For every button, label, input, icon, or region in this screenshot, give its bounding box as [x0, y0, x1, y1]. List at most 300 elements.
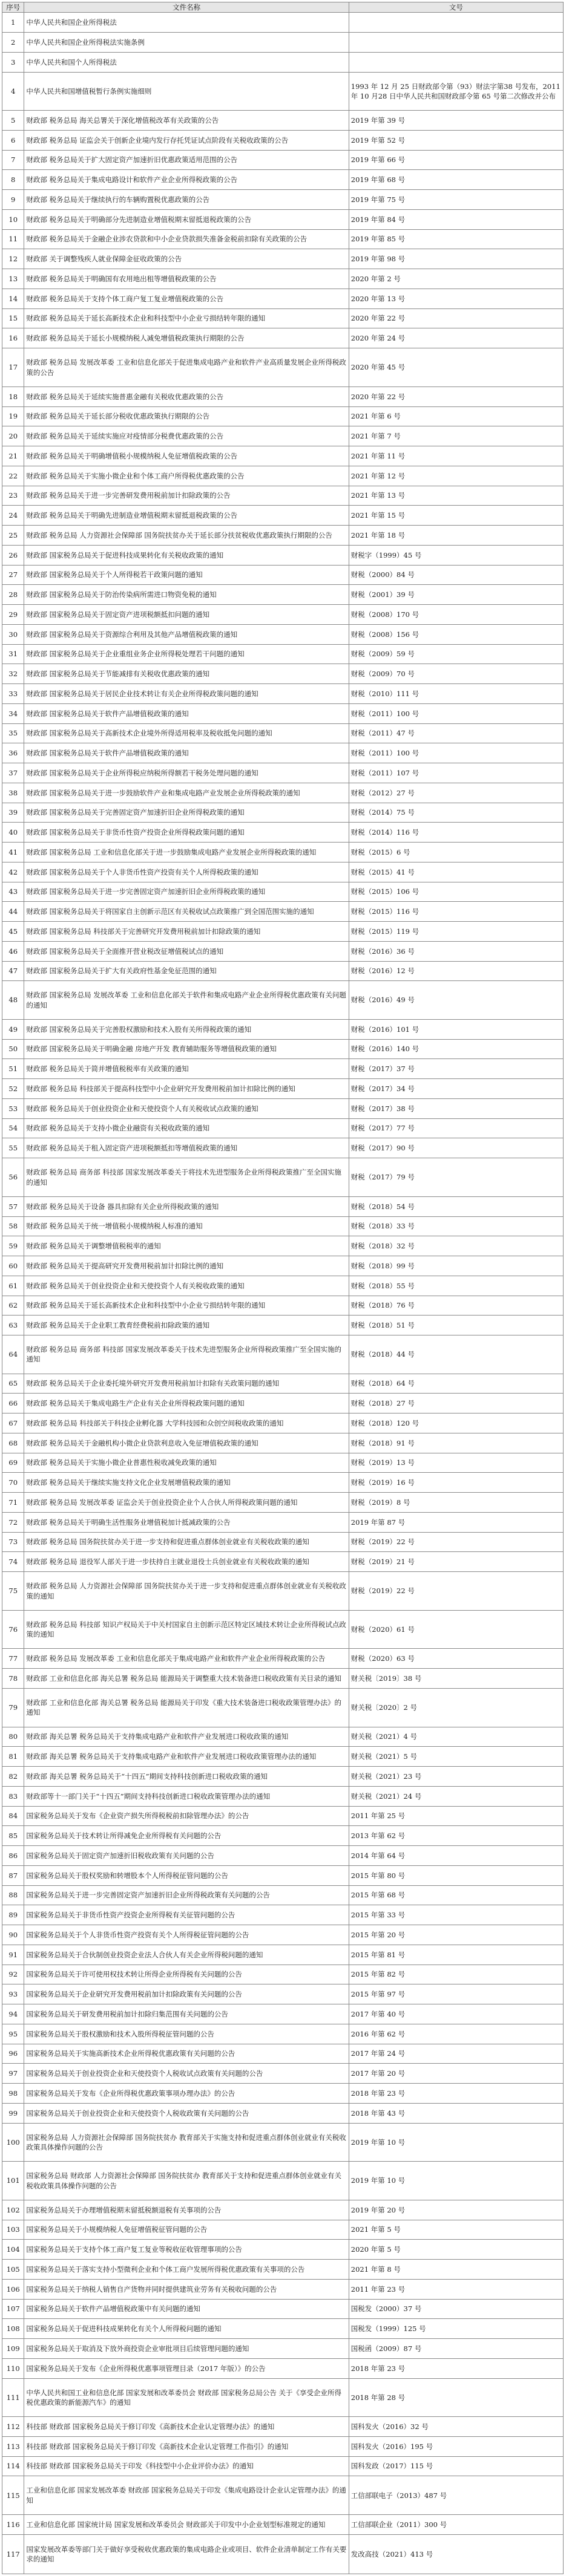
row-number: 57: [2, 1196, 24, 1216]
row-number: 45: [2, 922, 24, 942]
row-number: 97: [2, 2064, 24, 2084]
document-name: 中华人民共和国工业和信息化部 国家发展和改革委员会 财政部 国家税务总局公告 关于《享受企业所得税优惠政策的新能源汽车》的通知: [24, 2378, 349, 2417]
document-name: 财政部 税务总局 证监会关于创新企业境内发行存托凭证试点阶段有关税收政策的公告: [24, 130, 349, 150]
table-row: [2, 1414, 564, 1433]
row-number: 38: [2, 783, 24, 803]
row-number: 37: [2, 763, 24, 783]
row-number: 87: [2, 1865, 24, 1885]
document-number: 发改高技（2021）413 号: [349, 2534, 563, 2574]
document-number: 2017 年第 20 号: [349, 2064, 563, 2084]
table-body: [2, 13, 564, 2574]
table-row: [2, 902, 564, 922]
document-name: 财政部 税务总局关于延长高新技术企业和科技型中小企业亏损结转年限的通知: [24, 1296, 349, 1316]
document-number: 2018 年第 23 号: [349, 2358, 563, 2378]
document-number: 2015 年第 68 号: [349, 1885, 563, 1905]
row-number: 41: [2, 843, 24, 862]
row-number: 55: [2, 1138, 24, 1158]
document-name: 财政部 税务总局 科技部关于提高科技型中小企业研究开发费用税前加计扣除比例的通知: [24, 1079, 349, 1099]
table-row: [2, 289, 564, 308]
table-row: [2, 1335, 564, 1374]
document-number: 财税（2017）77 号: [349, 1118, 563, 1138]
document-number: 财税（2020）61 号: [349, 1610, 563, 1649]
table-row: [2, 2279, 564, 2299]
row-number: 68: [2, 1433, 24, 1453]
document-number: 财税（2018）32 号: [349, 1236, 563, 1256]
document-number: 2018 年第 43 号: [349, 2103, 563, 2123]
table-row: [2, 1649, 564, 1669]
document-number: 2020 年第 13 号: [349, 289, 563, 308]
row-number: 8: [2, 170, 24, 190]
document-number: 财税（2014）116 号: [349, 823, 563, 843]
table-row: [2, 2064, 564, 2084]
table-row: [2, 526, 564, 546]
row-number: 71: [2, 1493, 24, 1513]
document-number: 2019 年第 84 号: [349, 209, 563, 229]
table-row: [2, 2319, 564, 2339]
document-name: 国家税务总局关于许可使用权技术转让所得企业所得税有关问题的公告: [24, 1965, 349, 1984]
document-number: 财税（2010）111 号: [349, 684, 563, 704]
row-number: 2: [2, 33, 24, 53]
table-row: [2, 1786, 564, 1806]
document-number: 2019 年第 10 号: [349, 2162, 563, 2200]
document-name: 财政部 税务总局关于延续实施应对疫情部分税费优惠政策的公告: [24, 426, 349, 446]
document-number: 财税（2016）49 号: [349, 981, 563, 1020]
document-name: 财政部 税务总局关于明确部分先进制造业增值税期末留抵退税政策的公告: [24, 209, 349, 229]
document-name: 财政部 税务总局 发展改革委 工业和信息化部关于集成电路产业和软件产业企业所得税政策的公告: [24, 1649, 349, 1669]
row-number: 63: [2, 1316, 24, 1335]
table-row: [2, 506, 564, 526]
document-number: 财税（2018）54 号: [349, 1196, 563, 1216]
row-number: 67: [2, 1414, 24, 1433]
table-row: [2, 1316, 564, 1335]
table-row: [2, 486, 564, 506]
document-number: 财税（2008）156 号: [349, 624, 563, 644]
document-name: 国家税务总局关于企业研究开发费用税前加计扣除政策有关问题的公告: [24, 1984, 349, 2004]
document-name: 国家税务总局关于固定资产加速折旧税收政策有关问题的公告: [24, 1846, 349, 1866]
document-number: 2019 年第 20 号: [349, 2200, 563, 2220]
document-name: 财政部 国家税务总局关于促进科技成果转化有关税收政策的通知: [24, 545, 349, 565]
document-number: 财税（2014）75 号: [349, 803, 563, 823]
document-name: 国家税务总局关于小规模纳税人免征增值税征管问题的公告: [24, 2220, 349, 2240]
row-number: 4: [2, 72, 24, 111]
row-number: 62: [2, 1296, 24, 1316]
doc-number-header: 文号: [349, 2, 563, 13]
table-row: [2, 1276, 564, 1296]
document-number: 工信部联企业（2011）300 号: [349, 2515, 563, 2535]
table-row: [2, 1688, 564, 1727]
table-row: [2, 1098, 564, 1118]
table-row: [2, 1059, 564, 1079]
row-number: 44: [2, 902, 24, 922]
document-number: 国科发火（2016）32 号: [349, 2417, 563, 2437]
row-number: 69: [2, 1453, 24, 1473]
row-number: 72: [2, 1512, 24, 1532]
table-row: [2, 2534, 564, 2574]
row-number: 24: [2, 506, 24, 526]
row-number: 61: [2, 1276, 24, 1296]
document-number: 财税（2018）33 号: [349, 1216, 563, 1236]
row-number: 78: [2, 1669, 24, 1689]
document-name: 财政部 税务总局关于继续执行的车辆购置税优惠政策的公告: [24, 190, 349, 210]
document-name: 财政部 税务总局 发展改革委 证监会关于创业投资企业个人合伙人所得税政策问题的通知: [24, 1493, 349, 1513]
row-number: 104: [2, 2240, 24, 2260]
row-number: 79: [2, 1688, 24, 1727]
row-number: 16: [2, 328, 24, 348]
row-number: 115: [2, 2476, 24, 2515]
document-name: 财政部 税务总局关于企业职工教育经费税前扣除政策的通知: [24, 1316, 349, 1335]
document-number: 2019 年第 39 号: [349, 111, 563, 131]
table-row: [2, 1669, 564, 1689]
document-name: 财政部 税务总局关于明确先进制造业增值税期末留抵退税政策的公告: [24, 506, 349, 526]
table-row: [2, 1846, 564, 1866]
row-number: 11: [2, 229, 24, 249]
document-name: 财政部 国家税务总局关于将国家自主创新示范区有关税收试点政策推广到全国范围实施的通知: [24, 902, 349, 922]
seq-header: 序号: [2, 2, 24, 13]
document-name: 财政部 国家税务总局关于软件产品增值税政策的通知: [24, 703, 349, 723]
document-name: 国家税务总局关于支持个体工商户复工复业等税收征收管理事项的公告: [24, 2240, 349, 2260]
document-number: 财税（2017）90 号: [349, 1138, 563, 1158]
document-name: 财政部 关于调整残疾人就业保障金征收政策的公告: [24, 249, 349, 269]
document-number: 财税字（1999）45 号: [349, 545, 563, 565]
row-number: 114: [2, 2456, 24, 2476]
document-number: 2019 年第 10 号: [349, 2123, 563, 2162]
row-number: 85: [2, 1826, 24, 1846]
row-number: 22: [2, 466, 24, 486]
table-row: [2, 2358, 564, 2378]
document-number: 2019 年第 52 号: [349, 130, 563, 150]
document-number: 财关税（2021）5 号: [349, 1747, 563, 1767]
row-number: 26: [2, 545, 24, 565]
document-name: 财政部 国家税务总局 发展改革委 工业和信息化部关于软件和集成电路产业企业所得税优惠政策有关问题的通知: [24, 981, 349, 1020]
document-number: 财税（2019）16 号: [349, 1473, 563, 1493]
document-number: 2017 年第 24 号: [349, 2044, 563, 2064]
document-name: 财政部 税务总局关于明确国有农用地出租等增值税政策的公告: [24, 269, 349, 289]
document-name: 财政部 税务总局 商务部 科技部 国家发展改革委关于技术先进型服务企业所得税政策推广至全国实施的通知: [24, 1335, 349, 1374]
document-number: 2019 年第 66 号: [349, 150, 563, 170]
document-name: 财政部 国家税务总局关于固定资产进项税额抵扣问题的通知: [24, 605, 349, 625]
table-row: [2, 1118, 564, 1138]
document-number: 财税（2018）76 号: [349, 1296, 563, 1316]
table-row: [2, 862, 564, 882]
document-number: 2019 年第 87 号: [349, 1512, 563, 1532]
document-name: 财政部 国家税务总局关于软件产品增值税政策的通知: [24, 743, 349, 763]
table-row: [2, 1296, 564, 1316]
document-name: 财政部 国家税务总局关于完善股权激励和技术入股有关所得税政策的通知: [24, 1019, 349, 1039]
table-row: [2, 1236, 564, 1256]
table-row: [2, 1572, 564, 1611]
document-name: 财政部 税务总局关于统一增值税小规模纳税人标准的通知: [24, 1216, 349, 1236]
document-name: 国家税务总局关于落实支持小型微利企业和个体工商户发展所得税优惠政策有关事项的公告: [24, 2260, 349, 2280]
row-number: 34: [2, 703, 24, 723]
document-name: 国家税务总局 财政部 人力资源社会保障部 国务院扶贫办 教育部关于支持和促进重点群体创业就业有关税收政策具体操作问题的公告: [24, 2162, 349, 2200]
row-number: 42: [2, 862, 24, 882]
row-number: 32: [2, 664, 24, 684]
row-number: 80: [2, 1727, 24, 1747]
document-number: 2021 年第 15 号: [349, 506, 563, 526]
table-row: [2, 1256, 564, 1276]
row-number: 77: [2, 1649, 24, 1669]
table-row: [2, 269, 564, 289]
table-row: [2, 426, 564, 446]
document-name: 财政部 税务总局关于设备 器具扣除有关企业所得税政策的通知: [24, 1196, 349, 1216]
table-row: [2, 111, 564, 131]
table-row: [2, 308, 564, 328]
table-row: [2, 545, 564, 565]
document-name: 财政部 税务总局关于集成电路生产企业有关企业所得税政策问题的通知: [24, 1394, 349, 1414]
document-name: 国家税务总局关于股权奖励和转增股本个人所得税征管问题的公告: [24, 1865, 349, 1885]
table-row: [2, 2476, 564, 2515]
document-name: 财政部 国家税务总局关于企业所得税应纳税所得额若干税务处理问题的通知: [24, 763, 349, 783]
document-number: 2021 年第 11 号: [349, 446, 563, 466]
row-number: 109: [2, 2339, 24, 2359]
document-name: 财政部 国家税务总局关于进一步完善固定资产加速折旧企业所得税政策的通知: [24, 882, 349, 902]
row-number: 106: [2, 2279, 24, 2299]
document-name: 财政部 税务总局关于集成电路设计和软件产业企业所得税政策的公告: [24, 170, 349, 190]
document-name: 财政部 国家税务总局关于个人非货币性资产投资有关个人所得税政策的通知: [24, 862, 349, 882]
row-number: 116: [2, 2515, 24, 2535]
document-number: 财税（2017）37 号: [349, 1059, 563, 1079]
table-row: [2, 348, 564, 387]
document-number: 2020 年第 22 号: [349, 308, 563, 328]
table-row: [2, 1727, 564, 1747]
row-number: 58: [2, 1216, 24, 1236]
row-number: 28: [2, 585, 24, 605]
table-row: [2, 406, 564, 426]
document-name: 国家税务总局关于取消及下放外商投资企业审批项目后续管理问题的通知: [24, 2339, 349, 2359]
row-number: 39: [2, 803, 24, 823]
document-name: 国家税务总局关于软件产品增值税政策中有关问题的通知: [24, 2299, 349, 2319]
table-row: [2, 2417, 564, 2437]
document-number: 财税（2008）170 号: [349, 605, 563, 625]
document-number: 财关税（2021）23 号: [349, 1767, 563, 1787]
row-number: 7: [2, 150, 24, 170]
table-row: [2, 763, 564, 783]
row-number: 74: [2, 1552, 24, 1572]
table-row: [2, 2515, 564, 2535]
document-number: 国税发（2000）37 号: [349, 2299, 563, 2319]
row-number: 47: [2, 961, 24, 981]
document-name: 国家税务总局关于非货币性资产投资企业所得税有关征管问题的公告: [24, 1905, 349, 1925]
row-number: 35: [2, 723, 24, 743]
document-number: [349, 52, 563, 72]
document-name: 国家税务总局关于发布《企业所得税优惠事项管理目录（2017 年版）》的公告: [24, 2358, 349, 2378]
document-name: 财政部 税务总局关于扩大固定资产加速折旧优惠政策适用范围的公告: [24, 150, 349, 170]
table-row: [2, 2378, 564, 2417]
document-name: 财政部 税务总局关于明确生活性服务业增值税加计抵减政策的公告: [24, 1512, 349, 1532]
document-number: 2019 年第 68 号: [349, 170, 563, 190]
row-number: 75: [2, 1572, 24, 1611]
table-row: [2, 2339, 564, 2359]
table-row: [2, 843, 564, 862]
document-number: 2020 年第 45 号: [349, 348, 563, 387]
document-number: 财关税〔2020〕2 号: [349, 1688, 563, 1727]
document-number: 财税（2019）22 号: [349, 1532, 563, 1552]
row-number: 17: [2, 348, 24, 387]
document-number: 财税（2017）34 号: [349, 1079, 563, 1099]
document-number: [349, 33, 563, 53]
row-number: 18: [2, 386, 24, 406]
document-name: 财政部 国家税务总局关于明确金融 房地产开发 教育辅助服务等增值税政策的通知: [24, 1039, 349, 1059]
row-number: 30: [2, 624, 24, 644]
table-row: [2, 1473, 564, 1493]
document-number: 2020 年第 2 号: [349, 269, 563, 289]
table-row: [2, 2299, 564, 2319]
document-number: 2021 年第 5 号: [349, 2220, 563, 2240]
document-number: 2014 年第 64 号: [349, 1846, 563, 1866]
document-name: 财政部 税务总局关于金融机构小微企业贷款利息收入免征增值税政策的通知: [24, 1433, 349, 1453]
row-number: 111: [2, 2378, 24, 2417]
row-number: 15: [2, 308, 24, 328]
row-number: 12: [2, 249, 24, 269]
document-name: 国家税务总局关于实施高新技术企业所得税优惠政策有关问题的公告: [24, 2044, 349, 2064]
table-row: [2, 1865, 564, 1885]
document-number: 1993 年 12 月 25 日财政部令第（93）财法字第38 号发布，2011 年 10 月28 日中华人民共和国财政部令第 65 号第二次修改并公布: [349, 72, 563, 111]
row-number: 73: [2, 1532, 24, 1552]
document-name: 财政部 国家税务总局关于资源综合利用及其他产品增值税政策的通知: [24, 624, 349, 644]
row-number: 20: [2, 426, 24, 446]
document-number: 财税（2018）55 号: [349, 1276, 563, 1296]
document-name: 财政部 工业和信息化部 海关总署 税务总局 能源局关于印发《重大技术装备进口税收政策管理办法》的通知: [24, 1688, 349, 1727]
document-number: 财税（2000）84 号: [349, 565, 563, 585]
document-name: 财政部 国家税务总局关于个人所得税若干政策问题的通知: [24, 565, 349, 585]
table-row: [2, 565, 564, 585]
table-row: [2, 1747, 564, 1767]
document-name: 财政部 税务总局关于创业投资企业和天使投资个人有关税收试点政策的通知: [24, 1098, 349, 1118]
table-row: [2, 981, 564, 1020]
table-row: [2, 72, 564, 111]
document-number: 工信部联电子（2013）487 号: [349, 2476, 563, 2515]
table-row: [2, 1138, 564, 1158]
row-number: 105: [2, 2260, 24, 2280]
document-number: 财税（2011）100 号: [349, 703, 563, 723]
document-name: 财政部 海关总署 税务总局关于“十四五”期间支持科技创新进口税收政策的通知: [24, 1767, 349, 1787]
table-row: [2, 249, 564, 269]
table-row: [2, 922, 564, 942]
table-row: [2, 2456, 564, 2476]
row-number: 40: [2, 823, 24, 843]
document-name: 财政部 国家税务总局关于扩大有关政府性基金免征范围的通知: [24, 961, 349, 981]
row-number: 5: [2, 111, 24, 131]
row-number: 9: [2, 190, 24, 210]
row-number: 31: [2, 644, 24, 664]
document-number: 财关税（2021）4 号: [349, 1727, 563, 1747]
document-number: 2015 年第 33 号: [349, 1905, 563, 1925]
row-number: 36: [2, 743, 24, 763]
row-number: 59: [2, 1236, 24, 1256]
table-row: [2, 1453, 564, 1473]
document-name: 工业和信息化部 国家统计局 国家发展和改革委员会 财政部关于印发中小企业划型标准规定的通知: [24, 2515, 349, 2535]
document-name: 财政部 国家税务总局关于进一步鼓励软件产业和集成电路产业发展企业所得税政策的通知: [24, 783, 349, 803]
document-number: 财关税（2021）24 号: [349, 1786, 563, 1806]
document-number: 2011 年第 23 号: [349, 2279, 563, 2299]
document-name: 财政部 国家税务总局关于企业重组业务企业所得税处理若干问题的通知: [24, 644, 349, 664]
row-number: 101: [2, 2162, 24, 2200]
table-row: [2, 13, 564, 33]
document-name: 财政部 海关总署 税务总局关于支持集成电路产业和软件产业发展进口税收政策的通知: [24, 1727, 349, 1747]
row-number: 27: [2, 565, 24, 585]
document-name: 财政部 税务总局关于租入固定资产进项税额抵扣等增值税政策的通知: [24, 1138, 349, 1158]
table-row: [2, 328, 564, 348]
document-number: 2020 年第 22 号: [349, 386, 563, 406]
table-row: [2, 446, 564, 466]
table-row: [2, 624, 564, 644]
document-number: 2015 年第 20 号: [349, 1925, 563, 1945]
document-name: 财政部 税务总局关于提高研究开发费用税前加计扣除比例的通知: [24, 1256, 349, 1276]
row-number: 99: [2, 2103, 24, 2123]
row-number: 1: [2, 13, 24, 33]
document-name: 财政部 税务总局 科技部关于科技企业孵化器 大学科技园和众创空间税收政策的通知: [24, 1414, 349, 1433]
table-row: [2, 2004, 564, 2024]
document-name: 财政部等十一部门关于“十四五”期间支持科技创新进口税收政策管理办法的通知: [24, 1786, 349, 1806]
table-row: [2, 1767, 564, 1787]
row-number: 6: [2, 130, 24, 150]
row-number: 90: [2, 1925, 24, 1945]
document-number: 财税（2015）106 号: [349, 882, 563, 902]
row-number: 13: [2, 269, 24, 289]
table-row: [2, 33, 564, 53]
document-name: 国家税务总局关于技术转让所得减免企业所得税有关问题的公告: [24, 1826, 349, 1846]
document-name: 财政部 税务总局 发展改革委 工业和信息化部关于促进集成电路产业和软件产业高质量发展企业所得税政策的公告: [24, 348, 349, 387]
table-row: [2, 130, 564, 150]
document-number: 2021 年第 18 号: [349, 526, 563, 546]
document-number: 2021 年第 7 号: [349, 426, 563, 446]
document-number: 2018 年第 23 号: [349, 2084, 563, 2104]
document-number: 财税（2018）44 号: [349, 1335, 563, 1374]
document-name: 财政部 税务总局关于实施小微企业普惠性税收减免政策的通知: [24, 1453, 349, 1473]
document-name: 国家税务总局关于发布《企业资产损失所得税税前扣除管理办法》的公告: [24, 1806, 349, 1826]
table-row: [2, 664, 564, 684]
document-number: 财税（2016）36 号: [349, 941, 563, 961]
document-name: 国家税务总局关于创业投资企业和天使投资个人税收试点政策有关问题的公告: [24, 2064, 349, 2084]
document-number: 2016 年第 62 号: [349, 2024, 563, 2044]
table-row: [2, 2220, 564, 2240]
document-name: 国家税务总局关于进一步完善固定资产加速折旧企业所得税政策有关问题的公告: [24, 1885, 349, 1905]
table-row: [2, 2123, 564, 2162]
document-name: 中华人民共和国企业所得税法: [24, 13, 349, 33]
table-row: [2, 229, 564, 249]
row-number: 29: [2, 605, 24, 625]
document-name: 财政部 税务总局关于进一步完善研发费用税前加计扣除政策的公告: [24, 486, 349, 506]
document-number: 财税（2019）8 号: [349, 1493, 563, 1513]
table-row: [2, 1158, 564, 1197]
row-number: 103: [2, 2220, 24, 2240]
row-number: 82: [2, 1767, 24, 1787]
document-number: 财税（2016）12 号: [349, 961, 563, 981]
row-number: 49: [2, 1019, 24, 1039]
table-row: [2, 2162, 564, 2200]
document-name: 科技部 财政部 国家税务总局关于修订印发《高新技术企业认定管理工作指引》的通知: [24, 2436, 349, 2456]
row-number: 50: [2, 1039, 24, 1059]
document-name: 财政部 税务总局关于延续实施普惠金融有关税收优惠政策的公告: [24, 386, 349, 406]
document-number: 财税（2011）100 号: [349, 743, 563, 763]
document-name: 财政部 税务总局关于创业投资企业和天使投资个人有关税收政策的通知: [24, 1276, 349, 1296]
table-row: [2, 1826, 564, 1846]
document-name: 财政部 国家税务总局关于防治传染病所需进口物资免税的通知: [24, 585, 349, 605]
document-number: 财税（2017）79 号: [349, 1158, 563, 1197]
document-number: 2020 年第 24 号: [349, 328, 563, 348]
name-header: 文件名称: [24, 2, 349, 13]
document-name: 财政部 国家税务总局 工业和信息化部关于进一步鼓励集成电路产业发展企业所得税政策的通知: [24, 843, 349, 862]
table-row: [2, 1806, 564, 1826]
document-name: 科技部 财政部 国家税务总局关于修订印发《高新技术企业认定管理办法》的通知: [24, 2417, 349, 2437]
document-name: 财政部 税务总局 科技部 知识产权局关于中关村国家自主创新示范区特定区域技术转让企业所得税试点政策的通知: [24, 1610, 349, 1649]
table-row: [2, 1610, 564, 1649]
row-number: 91: [2, 1945, 24, 1965]
document-table: [2, 2, 564, 2574]
row-number: 23: [2, 486, 24, 506]
document-number: 2021 年第 12 号: [349, 466, 563, 486]
row-number: 3: [2, 52, 24, 72]
